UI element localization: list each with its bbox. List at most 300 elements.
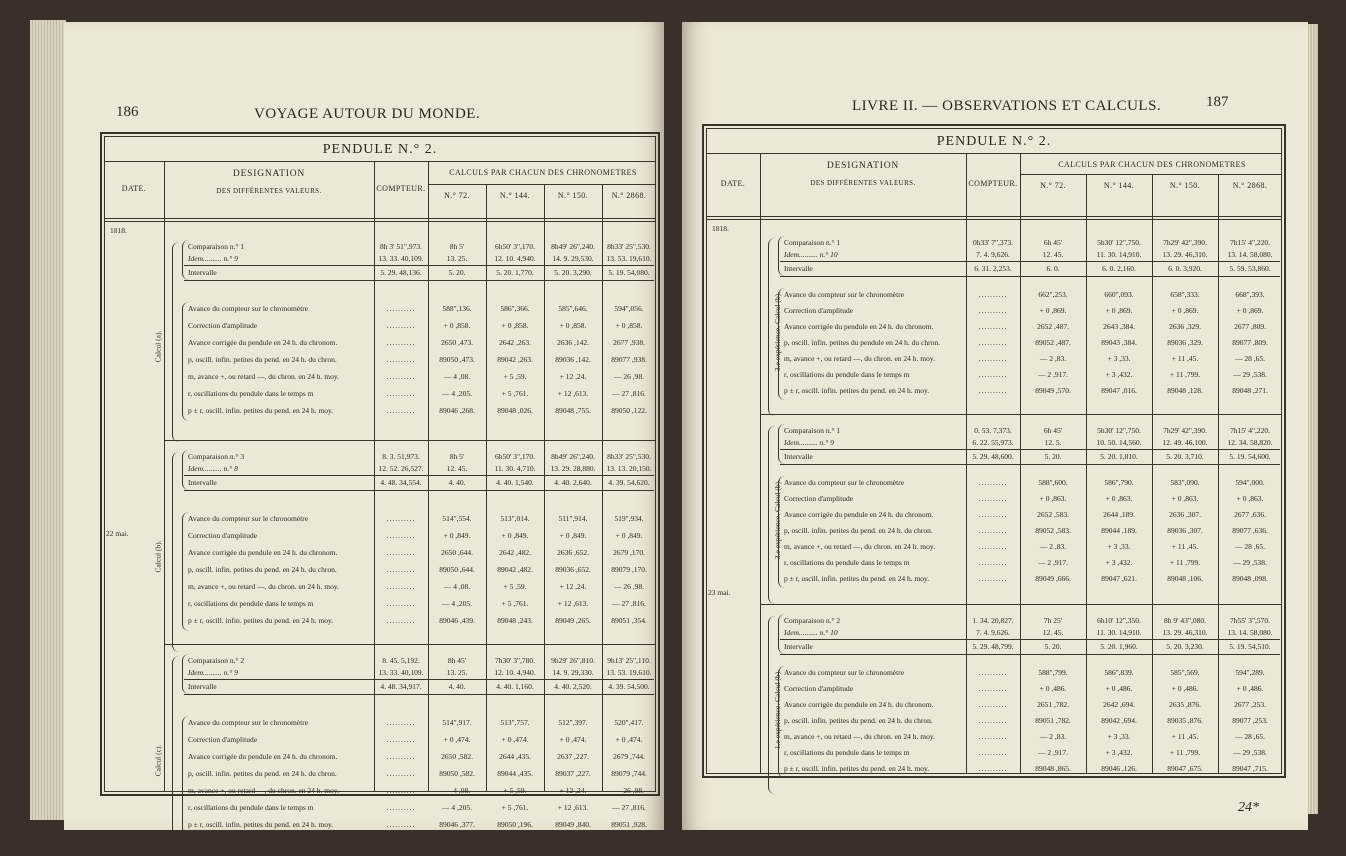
detail-value: 2636 ,142. — [557, 338, 589, 347]
detail-value: 520",417. — [614, 718, 644, 727]
detail-label: p ± r, oscill. infin. petites du pend. en 24 h. moy. — [188, 616, 334, 625]
compteur-dots: .......... — [978, 290, 1008, 299]
chronometer-value: 12. 45. — [1042, 628, 1064, 637]
detail-label: p ± r, oscill. infin. petites du pend. en 24 h. moy. — [784, 574, 930, 583]
sub-header-rule — [428, 184, 655, 185]
detail-label: Correction d'amplitude — [784, 306, 854, 315]
detail-value: 89048 ,106. — [1167, 574, 1203, 583]
detail-value: + 0 ,863. — [1039, 494, 1067, 503]
detail-value: + 0 ,869. — [1236, 306, 1264, 315]
detail-value: + 5 ,761. — [501, 599, 529, 608]
chronometer-value: 7h29' 42",390. — [1163, 426, 1207, 435]
detail-value: 89043 ,384. — [1101, 338, 1137, 347]
chronometer-value: 7h 25' — [1043, 616, 1063, 625]
compteur-dots: .......... — [978, 322, 1008, 331]
detail-label: Avance corrigée du pendule en 24 h. du chronom. — [784, 510, 934, 519]
chronometer-value: 7h15' 4",220. — [1229, 426, 1271, 435]
detail-value: 2677 ,809. — [1234, 322, 1266, 331]
detail-value: 89048 ,243. — [497, 616, 533, 625]
detail-value: 89047 ,715. — [1232, 764, 1268, 773]
detail-value: 2679 ,744. — [613, 752, 645, 761]
chronometer-value: 5. 20. 3,710. — [1166, 452, 1204, 461]
chronometer-value: 8h 5' — [449, 452, 465, 461]
calcul-side-label: Calcul (a). — [153, 330, 163, 363]
detail-value: 586",790. — [1104, 478, 1134, 487]
calcul-side-label: 3.e expérience. Calcul (b). — [773, 291, 783, 372]
header-calculs: CALCULS PAR CHACUN DES CHRONOMETRES — [1058, 160, 1246, 169]
column-rule — [760, 153, 761, 773]
detail-value: 2635 ,876. — [1169, 700, 1201, 709]
detail-value: 2679 ,170. — [613, 548, 645, 557]
detail-value: 585",646. — [558, 304, 588, 313]
intervalle-rule — [184, 265, 654, 266]
column-rule — [164, 161, 165, 791]
detail-value: 89077 ,809. — [1232, 338, 1268, 347]
block-brace — [172, 242, 179, 442]
intervalle-rule — [184, 280, 654, 281]
detail-value: 89046 ,377. — [439, 820, 475, 829]
chronometer-value: 4. 40. — [448, 478, 466, 487]
header-designation-sub: DES DIFFÉRENTES VALEURS. — [810, 179, 916, 187]
intervalle-rule — [780, 261, 1280, 262]
detail-value: + 0 ,474. — [615, 735, 643, 744]
detail-value: 89050 ,196. — [497, 820, 533, 829]
header-designation-sub: DES DIFFÉRENTES VALEURS. — [216, 187, 322, 195]
compteur-dots: .......... — [386, 548, 416, 557]
detail-label: Correction d'amplitude — [784, 494, 854, 503]
detail-value: 519",934. — [614, 514, 644, 523]
detail-label: p, oscill. infin. petites du pend. en 24 h. du chron. — [188, 355, 337, 364]
chronometer-value: 6. 0. — [1046, 264, 1060, 273]
detail-value: 594",056. — [614, 304, 644, 313]
detail-value: + 0 ,858. — [559, 321, 587, 330]
detail-value: 2636 ,307. — [1169, 510, 1201, 519]
chronometer-value: 12. 34. 58,820. — [1227, 438, 1273, 447]
detail-value: 89036 ,307. — [1167, 526, 1203, 535]
compteur-dots: .......... — [978, 700, 1008, 709]
detail-value: 89077 ,938. — [611, 355, 647, 364]
compteur-dots: .......... — [978, 370, 1008, 379]
detail-label: m, avance +, ou retard —, du chron. en 24 h. moy. — [188, 372, 339, 381]
header-designation: DESIGNATION — [826, 161, 900, 171]
detail-value: 89048 ,026. — [497, 406, 533, 415]
detail-value: + 3 ,432. — [1105, 748, 1133, 757]
detail-value: 588",136. — [442, 304, 472, 313]
header-chronometer: N.° 2868. — [611, 191, 647, 200]
chronometer-value: 4. 39. 54,620. — [608, 478, 650, 487]
header-compteur: COMPTEUR. — [376, 183, 426, 193]
block-separator — [164, 440, 655, 441]
calcul-side-label: Calcul (c). — [153, 744, 163, 777]
header-rule — [104, 218, 656, 219]
chronometer-value: 5. 20. 3,290. — [554, 268, 592, 277]
right-page — [682, 22, 1308, 830]
chronometer-value: 8h 9' 43",080. — [1164, 616, 1206, 625]
detail-value: 668",393. — [1235, 290, 1265, 299]
detail-value: + 12 ,24. — [559, 372, 587, 381]
chronometer-value: 13. 13. 20,150. — [606, 464, 652, 473]
chronometer-value: 7h30' 3",780. — [494, 656, 536, 665]
chronometer-value: 8h 45' — [447, 656, 467, 665]
intervalle-rule — [780, 449, 1280, 450]
chronometer-value: 4. 39. 54,500. — [608, 682, 650, 691]
compteur-value: 8h 3' 51",973. — [380, 242, 422, 251]
detail-value: 89047 ,621. — [1101, 574, 1137, 583]
detail-value: + 3 ,432. — [1105, 370, 1133, 379]
chronometer-value: 11. 30. 14,910. — [1096, 250, 1142, 259]
header-date: DATE. — [720, 178, 746, 188]
chronometer-value: 6h10' 12",350. — [1097, 616, 1141, 625]
detail-value: 89051 ,354. — [611, 616, 647, 625]
detail-value: — 2 ,917. — [1038, 558, 1068, 567]
compteur-value: 7. 4. 9,626. — [976, 628, 1010, 637]
detail-value: 89042 ,482. — [497, 565, 533, 574]
intervalle-label: Intervalle — [188, 268, 217, 277]
detail-value: 89036 ,329. — [1167, 338, 1203, 347]
detail-value: — 26 ,98. — [614, 786, 644, 795]
header-designation: DESIGNATION — [232, 169, 306, 179]
detail-value: 512",397. — [558, 718, 588, 727]
detail-label: Correction d'amplitude — [188, 321, 258, 330]
detail-value: + 5 ,59. — [503, 372, 527, 381]
compteur-value: 1. 34. 20,827. — [972, 616, 1014, 625]
detail-label: Avance du compteur sur le chronomètre — [188, 718, 309, 727]
detail-value: + 0 ,486. — [1236, 684, 1264, 693]
intervalle-rule — [780, 464, 1280, 465]
header-rule-double — [706, 219, 1282, 220]
chronometer-value: 6h 45' — [1043, 238, 1063, 247]
chronometer-value: 12. 45. — [1042, 250, 1064, 259]
page-number: 186 — [116, 104, 139, 120]
calcul-side-label: 3.e expérience. Calcul (b). — [773, 479, 783, 560]
chronometer-value: 4. 40. — [448, 682, 466, 691]
detail-value: 586",839. — [1104, 668, 1134, 677]
compteur-value: 0h33' 7",373. — [972, 238, 1014, 247]
running-head: VOYAGE AUTOUR DU MONDE. — [254, 106, 481, 122]
detail-value: + 5 ,761. — [501, 803, 529, 812]
compteur-dots: .......... — [386, 803, 416, 812]
detail-value: 89050 ,473. — [439, 355, 475, 364]
compteur-dots: .......... — [978, 764, 1008, 773]
detail-value: — 28 ,65. — [1235, 542, 1265, 551]
detail-value: 89051 ,928. — [611, 820, 647, 829]
detail-value: 2651 ,782. — [1037, 700, 1069, 709]
chronometer-value: 5. 19. 54,510. — [1229, 642, 1271, 651]
intervalle-label: Intervalle — [188, 682, 217, 691]
detail-label: p ± r, oscill. infin. petites du pend. en 24 h. moy. — [188, 406, 334, 415]
compteur-dots: .......... — [386, 786, 416, 795]
header-rule-double — [104, 221, 656, 222]
compteur-value: 8. 3. 51,973. — [382, 452, 420, 461]
chronometer-value: 4. 40. 1,160. — [496, 682, 534, 691]
compteur-dots: .......... — [386, 514, 416, 523]
detail-value: + 11 ,799. — [1169, 370, 1201, 379]
detail-value: 89049 ,840. — [555, 820, 591, 829]
block-separator — [760, 604, 1281, 605]
idem-label: Idem.......... n.° 9 — [784, 438, 834, 447]
detail-value: + 11 ,45. — [1171, 732, 1199, 741]
header-chronometer: N.° 144. — [499, 191, 531, 200]
chronometer-value: 7h55' 3",570. — [1229, 616, 1271, 625]
detail-value: 2650 ,473. — [441, 338, 473, 347]
detail-value: + 0 ,869. — [1039, 306, 1067, 315]
year-label: 1818. — [712, 224, 729, 233]
chronometer-value: 6. 0. 2,160. — [1102, 264, 1136, 273]
intervalle-rule — [780, 276, 1280, 277]
chronometer-value: 14. 9. 29,330. — [552, 668, 594, 677]
chronometer-value: 11. 30. 4,710. — [494, 464, 536, 473]
detail-value: — 28 ,65. — [1235, 354, 1265, 363]
detail-value: + 0 ,858. — [615, 321, 643, 330]
detail-value: — 2 ,83. — [1039, 542, 1067, 551]
comparaison-label: Comparaison n.° 2 — [784, 616, 841, 625]
date-label: 23 mai. — [708, 588, 731, 597]
detail-value: — 26 ,98. — [614, 582, 644, 591]
chronometer-value: 5h30' 12",750. — [1097, 426, 1141, 435]
detail-value: + 0 ,869. — [1171, 306, 1199, 315]
detail-value: + 12 ,613. — [557, 389, 589, 398]
chronometer-value: 5. 59. 53,860. — [1229, 264, 1271, 273]
detail-label: m, avance +, ou retard —, du chron. en 24 h. moy. — [784, 542, 935, 551]
detail-value: 513",014. — [500, 514, 530, 523]
detail-value: 89051 ,782. — [1035, 716, 1071, 725]
detail-value: + 11 ,799. — [1169, 558, 1201, 567]
detail-value: 89037 ,227. — [555, 769, 591, 778]
header-chronometer: N.° 144. — [1103, 181, 1135, 190]
compteur-dots: .......... — [978, 526, 1008, 535]
detail-label: r, oscillations du pendule dans le temps m — [784, 748, 910, 757]
detail-value: + 5 ,59. — [503, 786, 527, 795]
chronometer-value: 5. 20. — [1044, 452, 1062, 461]
detail-label: p, oscill. infin. petites du pend. en 24 h. du chron. — [784, 526, 933, 535]
chronometer-value: 12. 49. 46,100. — [1162, 438, 1208, 447]
header-chronometer: N.° 72. — [444, 191, 470, 200]
detail-value: 2650 ,644. — [441, 548, 473, 557]
detail-value: + 0 ,486. — [1105, 684, 1133, 693]
detail-value: — 29 ,538. — [1233, 558, 1267, 567]
block-separator — [760, 414, 1281, 415]
detail-value: 514",917. — [442, 718, 472, 727]
detail-label: Avance du compteur sur le chronomètre — [784, 478, 905, 487]
chronometer-value: 12. 45. — [446, 464, 468, 473]
detail-value: 89077 ,636. — [1232, 526, 1268, 535]
comparaison-label: Comparaison n.° 1 — [784, 238, 841, 247]
intervalle-rule — [184, 475, 654, 476]
detail-value: — 4 ,08. — [443, 372, 471, 381]
detail-value: 89036 ,652. — [555, 565, 591, 574]
detail-value: — 27 ,816. — [612, 803, 646, 812]
chronometer-value: 5. 19. 54,080. — [608, 268, 650, 277]
detail-value: 89042 ,263. — [497, 355, 533, 364]
detail-value: 89077 ,253. — [1232, 716, 1268, 725]
detail-label: m, avance +, ou retard —, du chron. en 24 h. moy. — [784, 354, 935, 363]
intervalle-rule — [780, 654, 1280, 655]
left-page — [64, 22, 664, 830]
comparaison-label: Comparaison n.° 3 — [188, 452, 245, 461]
intervalle-rule — [184, 679, 654, 680]
idem-label: Idem.......... n.° 9 — [188, 254, 238, 263]
compteur-dots: .......... — [386, 355, 416, 364]
compteur-dots: .......... — [978, 684, 1008, 693]
detail-value: + 12 ,24. — [559, 582, 587, 591]
detail-value: — 28 ,65. — [1235, 732, 1265, 741]
page-number: 187 — [1206, 94, 1229, 110]
calcul-side-label: Calcul (b). — [153, 540, 163, 573]
compteur-dots: .......... — [386, 389, 416, 398]
detail-value: 2677 ,253. — [1234, 700, 1266, 709]
detail-value: 89050 ,582. — [439, 769, 475, 778]
detail-value: — 4 ,08. — [443, 582, 471, 591]
compteur-dots: .......... — [978, 354, 1008, 363]
chronometer-value: 5. 20. 1,770. — [496, 268, 534, 277]
detail-value: 2652 ,487. — [1037, 322, 1069, 331]
detail-value: + 0 ,858. — [501, 321, 529, 330]
detail-value: + 0 ,863. — [1105, 494, 1133, 503]
compteur-dots: .......... — [386, 616, 416, 625]
date-label: 22 mai. — [106, 529, 129, 538]
detail-value: — 27 ,816. — [612, 599, 646, 608]
detail-value: 89046 ,439. — [439, 616, 475, 625]
chronometer-value: 8h49' 26",240. — [551, 242, 595, 251]
detail-value: + 0 ,849. — [615, 531, 643, 540]
chronometer-value: 13. 53. 19,610. — [606, 254, 652, 263]
intervalle-rule — [780, 639, 1280, 640]
intervalle-label: Intervalle — [784, 264, 813, 273]
detail-label: m, avance +, ou retard —, du chron. en 24 h. moy. — [784, 732, 935, 741]
chronometer-value: 12. 10. 4,940. — [494, 668, 536, 677]
compteur-dots: .......... — [386, 718, 416, 727]
detail-value: + 5 ,761. — [501, 389, 529, 398]
chronometer-value: 14. 9. 29,530. — [552, 254, 594, 263]
detail-value: + 0 ,474. — [501, 735, 529, 744]
title-rule — [706, 153, 1282, 154]
compteur-dots: .......... — [978, 716, 1008, 725]
detail-label: p, oscill. infin. petites du pend. en 24 h. du chron. — [784, 716, 933, 725]
chronometer-value: 6. 0. 3,920. — [1168, 264, 1202, 273]
sub-header-rule — [1020, 174, 1281, 175]
chronometer-value: 13. 25. — [446, 668, 468, 677]
intervalle-label: Intervalle — [784, 452, 813, 461]
detail-value: 89047 ,016. — [1101, 386, 1137, 395]
detail-label: p, oscill. infin. petites du pend. en 24 h. du chron. — [188, 769, 337, 778]
table-title: PENDULE N.° 2. — [936, 134, 1052, 149]
compteur-dots: .......... — [386, 735, 416, 744]
chronometer-value: 5. 19. 54,600. — [1229, 452, 1271, 461]
detail-value: + 5 ,59. — [503, 582, 527, 591]
compteur-value: 5. 29. 48,600. — [972, 452, 1014, 461]
compteur-dots: .......... — [386, 304, 416, 313]
compteur-value: 13. 33. 40,109. — [378, 254, 424, 263]
compteur-dots: .......... — [978, 510, 1008, 519]
detail-value: 583",090. — [1170, 478, 1200, 487]
compteur-dots: .......... — [978, 558, 1008, 567]
detail-value: 662",253. — [1038, 290, 1068, 299]
chronometer-value: 6h50' 3",170. — [494, 242, 536, 251]
table-title: PENDULE N.° 2. — [322, 142, 438, 157]
detail-label: p ± r, oscill. infin. petites du pend. en 24 h. moy. — [784, 386, 930, 395]
chronometer-value: 8h49' 26",240. — [551, 452, 595, 461]
chronometer-value: 6h50' 3",170. — [494, 452, 536, 461]
idem-label: Idem.......... n.° 8 — [188, 464, 238, 473]
detail-value: 89049 ,666. — [1035, 574, 1071, 583]
compteur-value: 8. 45. 5,192. — [382, 656, 420, 665]
detail-value: 2643 ,384. — [1103, 322, 1135, 331]
detail-value: 658",333. — [1170, 290, 1200, 299]
detail-value: + 0 ,863. — [1171, 494, 1199, 503]
detail-label: Avance corrigée du pendule en 24 h. du chronom. — [188, 752, 338, 761]
detail-label: r, oscillations du pendule dans le temps m — [188, 803, 314, 812]
compteur-value: 6. 31. 2,253. — [974, 264, 1012, 273]
detail-value: 89048 ,098. — [1232, 574, 1268, 583]
chronometer-value: 6h 45' — [1043, 426, 1063, 435]
table-frame — [702, 124, 1286, 778]
detail-value: 89050 ,122. — [611, 406, 647, 415]
compteur-dots: .......... — [978, 306, 1008, 315]
detail-value: — 2 ,83. — [1039, 354, 1067, 363]
detail-value: — 29 ,538. — [1233, 370, 1267, 379]
detail-label: Avance corrigée du pendule en 24 h. du chronom. — [784, 322, 934, 331]
chronometer-value: 11. 30. 14,910. — [1096, 628, 1142, 637]
detail-value: 89044 ,435. — [497, 769, 533, 778]
detail-label: Avance du compteur sur le chronomètre — [188, 304, 309, 313]
title-rule — [104, 161, 656, 162]
compteur-value: 0. 53. 7,373. — [974, 426, 1012, 435]
compteur-value: 5. 29. 48,136. — [380, 268, 422, 277]
compteur-dots: .......... — [978, 748, 1008, 757]
detail-value: 89035 ,876. — [1167, 716, 1203, 725]
detail-value: + 3 ,33. — [1107, 354, 1131, 363]
detail-value: + 11 ,45. — [1171, 542, 1199, 551]
compteur-dots: .......... — [978, 574, 1008, 583]
detail-value: + 0 ,849. — [559, 531, 587, 540]
chronometer-value: 4. 40. 2,640. — [554, 478, 592, 487]
detail-value: 588",799. — [1038, 668, 1068, 677]
detail-value: 2677 ,636. — [1234, 510, 1266, 519]
detail-value: + 12 ,24. — [559, 786, 587, 795]
detail-label: r, oscillations du pendule dans le temps m — [784, 370, 910, 379]
chronometer-value: 13. 29. 46,310. — [1162, 628, 1208, 637]
detail-value: 2636 ,652. — [557, 548, 589, 557]
detail-label: r, oscillations du pendule dans le temps m — [784, 558, 910, 567]
compteur-dots: .......... — [978, 542, 1008, 551]
detail-value: 89079 ,170. — [611, 565, 647, 574]
chronometer-value: 13. 53. 19,610. — [606, 668, 652, 677]
compteur-value: 7. 4. 9,626. — [976, 250, 1010, 259]
detail-label: Correction d'amplitude — [188, 531, 258, 540]
detail-value: + 0 ,849. — [443, 531, 471, 540]
compteur-dots: .......... — [978, 386, 1008, 395]
compteur-value: 6. 22. 55,973. — [972, 438, 1014, 447]
comparaison-label: Comparaison n.° 2 — [188, 656, 245, 665]
detail-value: + 12 ,613. — [557, 803, 589, 812]
compteur-value: 4. 48. 34,917. — [380, 682, 422, 691]
compteur-dots: .......... — [978, 478, 1008, 487]
chronometer-value: 5. 20. 3,230. — [1166, 642, 1204, 651]
chronometer-value: 9h29' 26",810. — [551, 656, 595, 665]
detail-value: 588",600. — [1038, 478, 1068, 487]
header-compteur: COMPTEUR. — [968, 178, 1018, 188]
chronometer-value: 4. 40. 1,540. — [496, 478, 534, 487]
detail-value: — 27 ,816. — [612, 389, 646, 398]
compteur-dots: .......... — [386, 582, 416, 591]
detail-value: + 11 ,45. — [1171, 354, 1199, 363]
compteur-dots: .......... — [386, 338, 416, 347]
idem-label: Idem.......... n.° 10 — [784, 628, 838, 637]
detail-value: 89050 ,644. — [439, 565, 475, 574]
detail-value: + 3 ,33. — [1107, 542, 1131, 551]
detail-value: + 11 ,799. — [1169, 748, 1201, 757]
compteur-dots: .......... — [386, 752, 416, 761]
